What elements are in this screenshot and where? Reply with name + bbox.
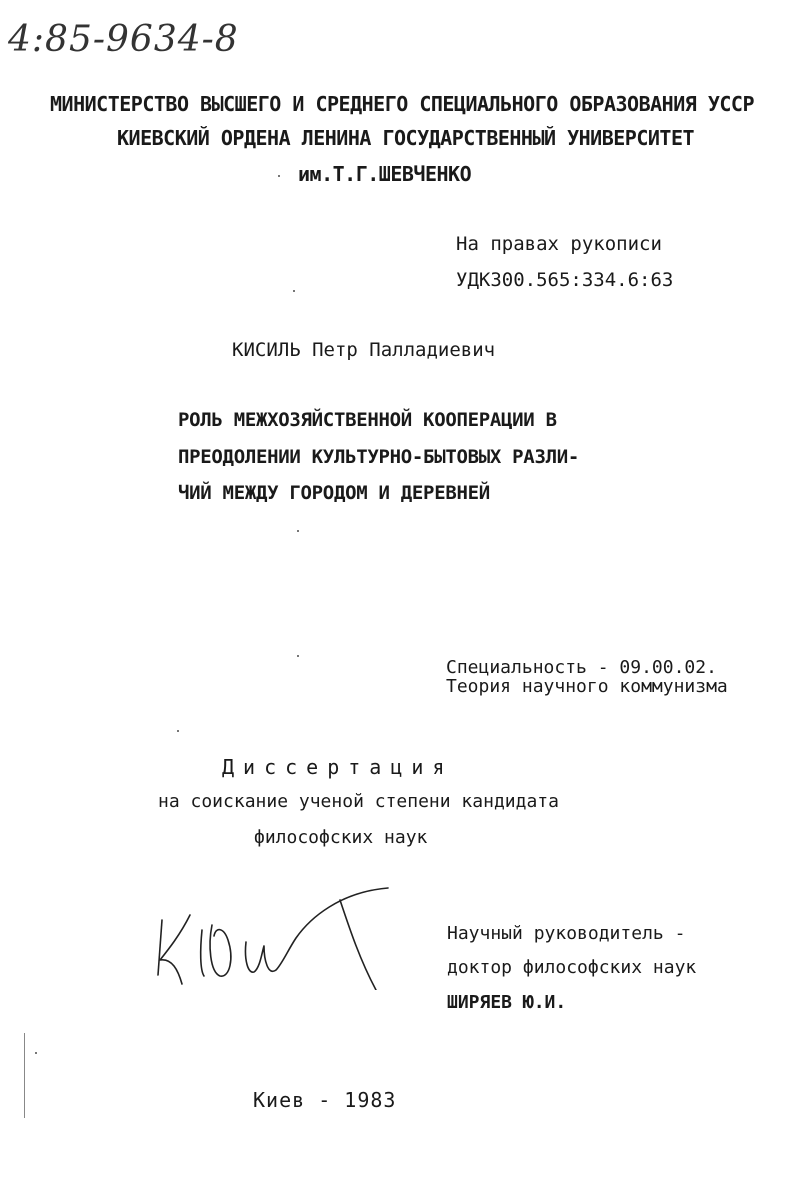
ministry-header: МИНИСТЕРСТВО ВЫСШЕГО И СРЕДНЕГО СПЕЦИАЛЬНОГО ОБРАЗОВАНИЯ УССР [50,92,755,116]
speck [177,730,179,732]
signature [150,880,390,990]
speck [297,530,299,532]
speck [35,1052,37,1054]
supervisor-role: Научный руководитель - [447,923,686,944]
degree-line-1: на соискание ученой степени кандидата [158,791,559,812]
city-year: Киев - 1983 [253,1088,397,1112]
manuscript-rights: На правах рукописи [456,233,662,255]
title-line-1: РОЛЬ МЕЖХОЗЯЙСТВЕННОЙ КООПЕРАЦИИ В [178,409,557,431]
specialty-name: Теория научного коммунизма [446,676,728,697]
speck [278,175,280,177]
handwritten-code: 4:85-9634-8 [8,19,239,60]
university-header: КИЕВСКИЙ ОРДЕНА ЛЕНИНА ГОСУДАРСТВЕННЫЙ УНИВЕРСИТЕТ [117,126,695,150]
dissertation-heading: Диссертация [222,755,454,779]
margin-mark [24,1033,25,1118]
speck [293,290,295,292]
university-name-header: им.Т.Г.ШЕВЧЕНКО [298,162,472,186]
degree-line-2: философских наук [254,827,428,848]
title-line-2: ПРЕОДОЛЕНИИ КУЛЬТУРНО-БЫТОВЫХ РАЗЛИ- [178,446,580,468]
speck [297,655,299,657]
title-line-3: ЧИЙ МЕЖДУ ГОРОДОМ И ДЕРЕВНЕЙ [178,482,490,504]
specialty-code: Специальность - 09.00.02. [446,657,717,678]
supervisor-degree: доктор философских наук [447,957,697,978]
supervisor-name: ШИРЯЕВ Ю.И. [447,992,567,1013]
author-name: КИСИЛЬ Петр Палладиевич [232,339,496,361]
udk-code: УДК300.565:334.6:63 [456,269,674,291]
